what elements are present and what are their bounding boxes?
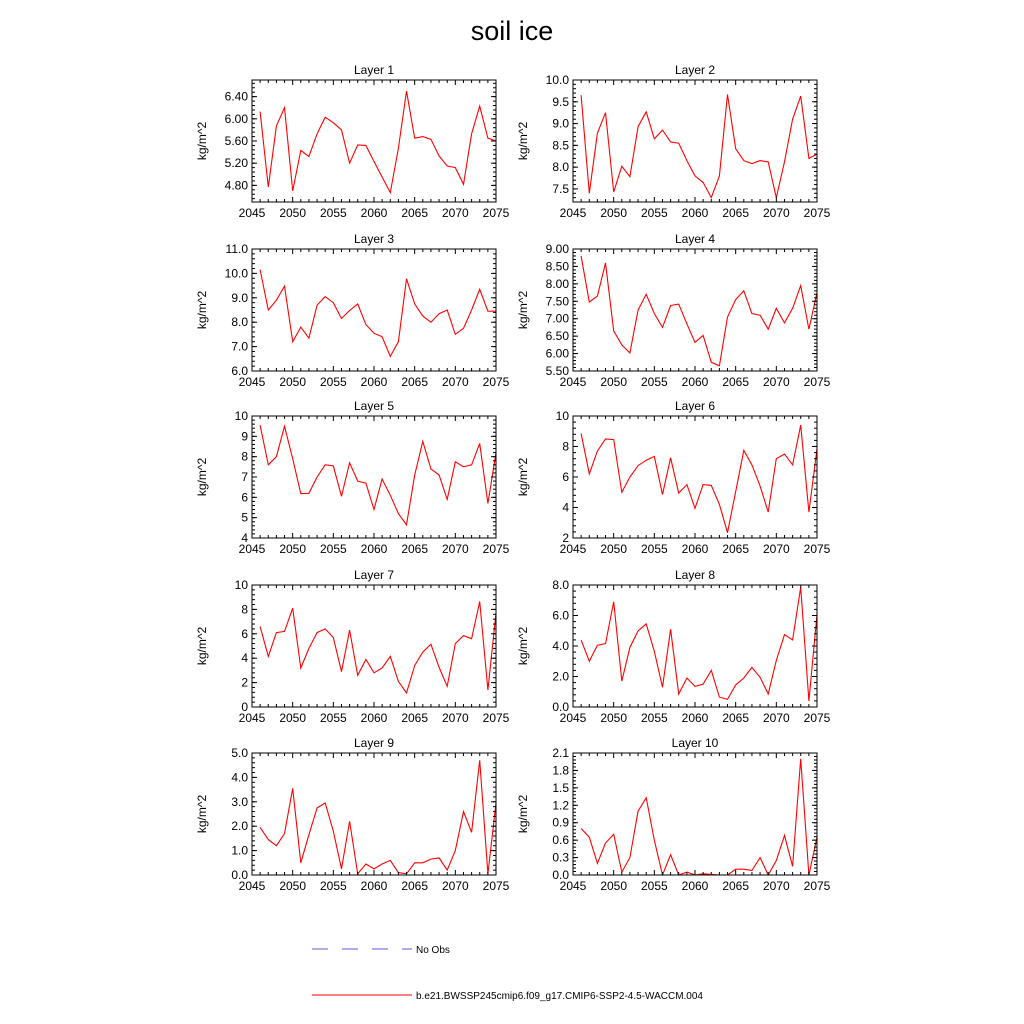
x-tick-label: 2065 <box>401 711 429 725</box>
legend-label: No Obs <box>416 945 450 956</box>
plot-frame <box>573 416 817 538</box>
x-tick-label: 2050 <box>279 879 307 893</box>
y-tick-label: 2 <box>562 531 569 545</box>
x-tick-label: 2045 <box>238 206 266 220</box>
y-tick-label: 2 <box>241 675 248 690</box>
panel-title: Layer 6 <box>674 399 716 413</box>
layer-panel-2 <box>516 63 831 220</box>
plot-frame <box>252 249 496 371</box>
x-tick-label: 2050 <box>279 375 307 389</box>
x-tick-label: 2045 <box>238 711 266 725</box>
x-tick-label: 2050 <box>279 711 307 725</box>
x-tick-label: 2055 <box>640 375 668 389</box>
series-line <box>581 94 817 197</box>
y-tick-label: 9 <box>241 429 248 444</box>
y-tick-label: 0.0 <box>552 868 569 882</box>
y-tick-label: 6.00 <box>224 111 248 126</box>
series-line <box>581 759 817 875</box>
x-tick-label: 2065 <box>722 206 750 220</box>
x-tick-label: 2055 <box>319 206 347 220</box>
y-axis-label: kg/m^2 <box>195 290 209 330</box>
x-tick-label: 2050 <box>279 542 307 556</box>
y-tick-label: 7.5 <box>552 181 569 196</box>
x-tick-label: 2070 <box>762 879 790 893</box>
series-line <box>581 256 817 366</box>
y-tick-label: 10 <box>234 578 248 592</box>
layer-panel-4 <box>516 232 831 389</box>
x-tick-label: 2065 <box>722 879 750 893</box>
y-axis-label: kg/m^2 <box>516 794 530 834</box>
plot-frame <box>252 585 496 707</box>
y-tick-label: 1.0 <box>231 843 248 858</box>
y-tick-label: 4 <box>562 500 569 515</box>
x-tick-label: 2060 <box>360 542 388 556</box>
x-tick-label: 2065 <box>401 206 429 220</box>
y-axis-label: kg/m^2 <box>516 626 530 666</box>
y-tick-label: 3.0 <box>231 794 248 809</box>
y-axis-label: kg/m^2 <box>195 457 209 497</box>
y-axis-label: kg/m^2 <box>195 794 209 834</box>
layer-panel-6 <box>516 399 831 556</box>
y-tick-label: 10.0 <box>545 73 569 87</box>
y-tick-label: 8.0 <box>231 315 248 330</box>
x-tick-label: 2070 <box>441 542 469 556</box>
x-tick-label: 2055 <box>640 711 668 725</box>
x-tick-label: 2075 <box>803 879 831 893</box>
x-tick-label: 2065 <box>722 375 750 389</box>
panel-title: Layer 2 <box>674 63 716 77</box>
y-tick-label: 7.0 <box>231 339 248 354</box>
y-tick-label: 4 <box>241 531 248 545</box>
y-axis-label: kg/m^2 <box>195 626 209 666</box>
x-tick-label: 2065 <box>401 879 429 893</box>
plot-frame <box>252 416 496 538</box>
y-tick-label: 8.0 <box>552 578 569 592</box>
y-tick-label: 6 <box>562 470 569 484</box>
y-tick-label: 6 <box>241 626 248 641</box>
x-tick-label: 2045 <box>559 375 587 389</box>
y-tick-label: 4.80 <box>224 178 248 193</box>
legend-label: b.e21.BWSSP245cmip6.f09_g17.CMIP6-SSP2-4.5-WACCM.004 <box>416 991 703 1002</box>
x-tick-label: 2055 <box>319 879 347 893</box>
panel-title: Layer 5 <box>353 399 395 413</box>
layer-panel-3 <box>195 232 510 389</box>
plot-frame <box>573 249 817 371</box>
x-tick-label: 2075 <box>482 542 510 556</box>
y-tick-label: 6 <box>241 490 248 505</box>
x-tick-label: 2075 <box>482 375 510 389</box>
y-tick-label: 6.0 <box>231 364 248 378</box>
series-line <box>260 602 496 694</box>
x-tick-label: 2075 <box>803 542 831 556</box>
y-tick-label: 2.0 <box>231 819 248 834</box>
series-line <box>581 587 817 701</box>
y-axis-label: kg/m^2 <box>516 290 530 330</box>
x-tick-label: 2060 <box>681 206 709 220</box>
x-tick-label: 2050 <box>600 879 628 893</box>
x-tick-label: 2055 <box>319 375 347 389</box>
x-tick-label: 2050 <box>279 206 307 220</box>
y-tick-label: 8 <box>241 449 248 464</box>
x-tick-label: 2045 <box>238 879 266 893</box>
y-tick-label: 10 <box>234 409 248 423</box>
y-tick-label: 8.00 <box>545 276 569 291</box>
x-tick-label: 2055 <box>319 711 347 725</box>
legend <box>312 945 703 1002</box>
x-tick-label: 2070 <box>762 375 790 389</box>
y-tick-label: 1.5 <box>552 780 569 795</box>
y-tick-label: 2.0 <box>552 669 569 684</box>
x-tick-label: 2070 <box>762 206 790 220</box>
x-tick-label: 2070 <box>441 206 469 220</box>
y-tick-label: 5 <box>241 510 248 525</box>
x-tick-label: 2045 <box>238 542 266 556</box>
y-tick-label: 9.5 <box>552 94 569 109</box>
series-line <box>260 91 496 193</box>
y-tick-label: 0.0 <box>231 868 248 882</box>
panel-title: Layer 4 <box>674 232 716 246</box>
x-tick-label: 2060 <box>681 542 709 556</box>
x-tick-label: 2060 <box>360 711 388 725</box>
layer-panel-1 <box>195 63 510 220</box>
x-tick-label: 2075 <box>803 206 831 220</box>
y-tick-label: 1.8 <box>552 763 569 778</box>
x-tick-label: 2070 <box>441 375 469 389</box>
series-line <box>581 425 817 533</box>
x-tick-label: 2070 <box>762 542 790 556</box>
y-tick-label: 0 <box>241 700 248 714</box>
y-tick-label: 6.0 <box>552 608 569 623</box>
series-line <box>260 425 496 525</box>
x-tick-label: 2060 <box>681 375 709 389</box>
series-line <box>260 270 496 357</box>
y-tick-label: 6.50 <box>545 329 569 344</box>
panel-title: Layer 8 <box>674 568 716 582</box>
x-tick-label: 2060 <box>681 879 709 893</box>
panel-title: Layer 3 <box>353 232 395 246</box>
x-tick-label: 2050 <box>600 375 628 389</box>
layer-panel-9 <box>195 736 510 893</box>
x-tick-label: 2075 <box>482 711 510 725</box>
y-tick-label: 4 <box>241 651 248 666</box>
panel-title: Layer 9 <box>353 736 395 750</box>
y-tick-label: 4.0 <box>552 639 569 653</box>
y-tick-label: 0.6 <box>552 833 569 848</box>
x-tick-label: 2065 <box>401 542 429 556</box>
y-tick-label: 8.0 <box>552 160 569 175</box>
y-tick-label: 8.5 <box>552 138 569 153</box>
x-tick-label: 2050 <box>600 711 628 725</box>
x-tick-label: 2070 <box>441 879 469 893</box>
x-tick-label: 2045 <box>559 879 587 893</box>
x-tick-label: 2045 <box>559 542 587 556</box>
x-tick-label: 2075 <box>482 206 510 220</box>
plot-frame <box>573 80 817 202</box>
layer-panel-7 <box>195 568 510 725</box>
y-tick-label: 10.0 <box>224 266 248 281</box>
y-tick-label: 5.0 <box>231 746 248 760</box>
x-tick-label: 2070 <box>441 711 469 725</box>
x-tick-label: 2060 <box>360 879 388 893</box>
x-tick-label: 2075 <box>803 711 831 725</box>
x-tick-label: 2045 <box>559 711 587 725</box>
y-tick-label: 7 <box>241 470 248 484</box>
y-tick-label: 0.0 <box>552 700 569 714</box>
page-title: soil ice <box>470 16 554 46</box>
x-tick-label: 2045 <box>559 206 587 220</box>
x-tick-label: 2065 <box>401 375 429 389</box>
y-axis-label: kg/m^2 <box>195 121 209 161</box>
x-tick-label: 2075 <box>482 879 510 893</box>
y-tick-label: 5.50 <box>545 364 569 378</box>
x-tick-label: 2065 <box>722 542 750 556</box>
y-axis-label: kg/m^2 <box>516 457 530 497</box>
x-tick-label: 2045 <box>238 375 266 389</box>
y-tick-label: 1.2 <box>552 798 569 813</box>
y-tick-label: 6.00 <box>545 346 569 361</box>
series-line <box>260 760 496 874</box>
y-tick-label: 9.00 <box>545 242 569 256</box>
layer-panel-8 <box>516 568 831 725</box>
y-tick-label: 8 <box>241 602 248 617</box>
x-tick-label: 2055 <box>640 879 668 893</box>
y-tick-label: 8.50 <box>545 259 569 274</box>
y-tick-label: 0.3 <box>552 850 569 865</box>
x-tick-label: 2075 <box>803 375 831 389</box>
x-tick-label: 2070 <box>762 711 790 725</box>
y-tick-label: 9.0 <box>552 116 569 131</box>
y-tick-label: 4.0 <box>231 770 248 785</box>
x-tick-label: 2060 <box>360 375 388 389</box>
y-tick-label: 10 <box>555 409 569 423</box>
x-tick-label: 2060 <box>360 206 388 220</box>
y-tick-label: 2.1 <box>552 746 569 760</box>
x-tick-label: 2060 <box>681 711 709 725</box>
x-tick-label: 2050 <box>600 206 628 220</box>
y-tick-label: 6.40 <box>224 89 248 104</box>
y-tick-label: 0.9 <box>552 815 569 830</box>
y-tick-label: 5.20 <box>224 156 248 171</box>
plot-frame <box>573 753 817 875</box>
layer-panel-5 <box>195 399 510 556</box>
y-tick-label: 9.0 <box>231 290 248 305</box>
panel-title: Layer 10 <box>671 736 719 750</box>
y-tick-label: 11.0 <box>225 242 248 256</box>
panel-title: Layer 7 <box>353 568 395 582</box>
x-tick-label: 2065 <box>722 711 750 725</box>
y-tick-label: 8 <box>562 439 569 454</box>
x-tick-label: 2055 <box>319 542 347 556</box>
x-tick-label: 2050 <box>600 542 628 556</box>
x-tick-label: 2055 <box>640 542 668 556</box>
plot-frame <box>252 80 496 202</box>
y-tick-label: 7.50 <box>545 294 569 309</box>
y-axis-label: kg/m^2 <box>516 121 530 161</box>
layer-panel-10 <box>516 736 831 893</box>
panel-title: Layer 1 <box>353 63 395 77</box>
y-tick-label: 7.00 <box>545 311 569 326</box>
y-tick-label: 5.60 <box>224 134 248 148</box>
x-tick-label: 2055 <box>640 206 668 220</box>
